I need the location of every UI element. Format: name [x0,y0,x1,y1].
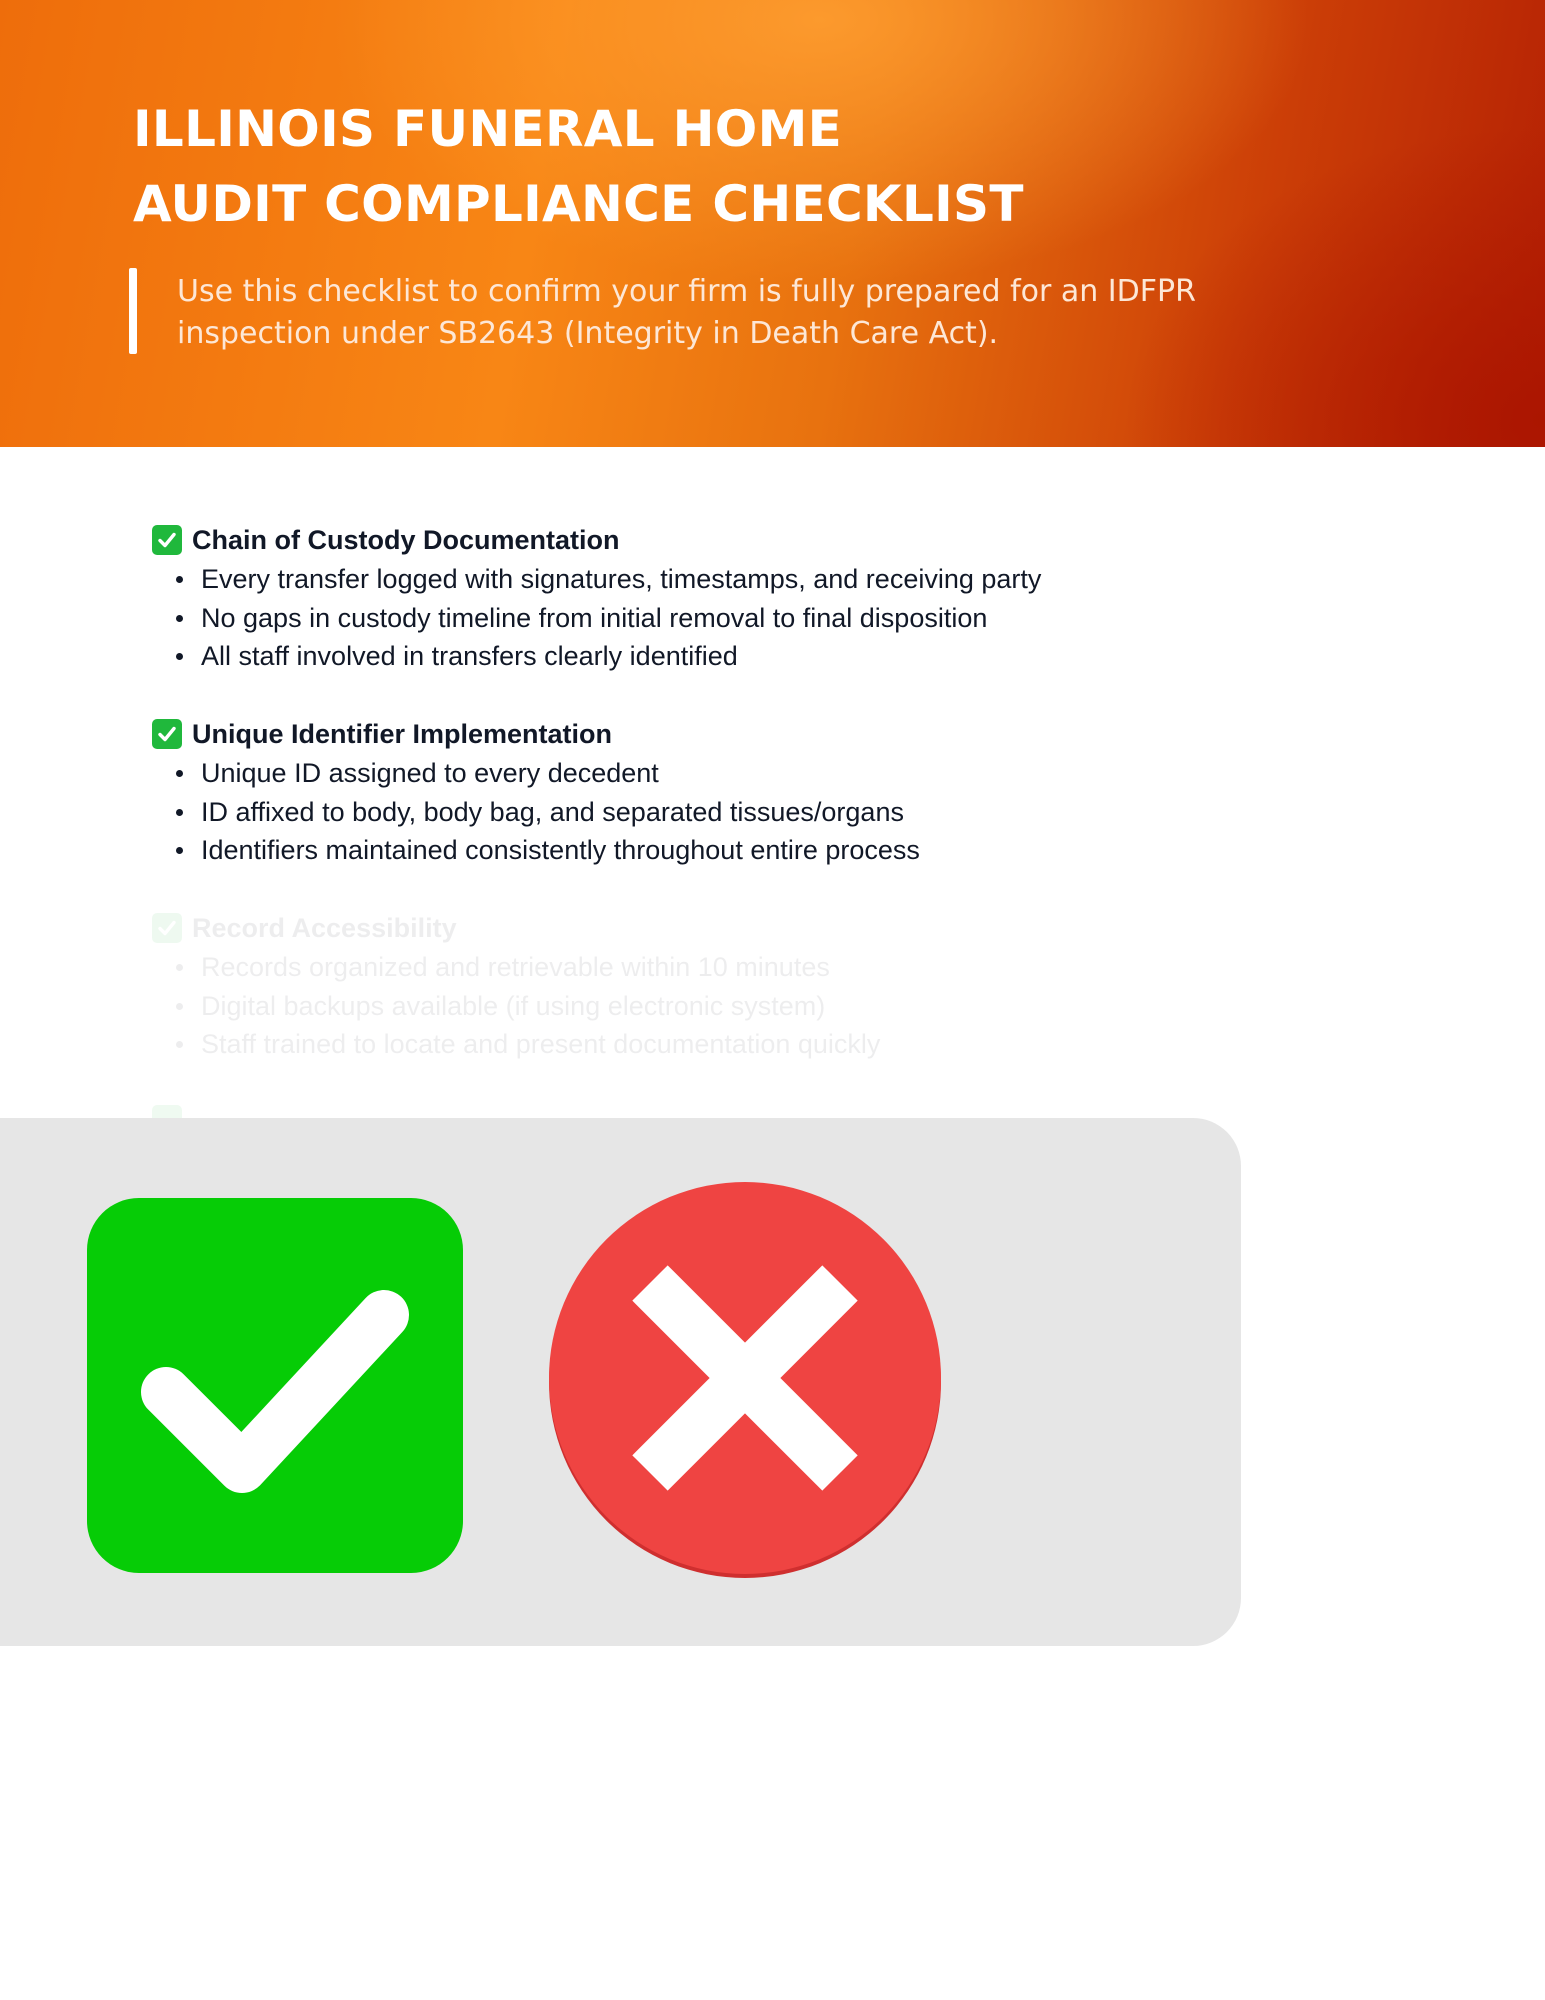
list-item: Every transfer logged with signatures, timestamps, and receiving party [152,560,1202,599]
subtitle-accent-bar [129,268,137,354]
checklist-section-unique-identifier [152,714,1202,870]
bullet-list [152,560,1202,676]
check-mark-icon [152,525,182,555]
section-heading [152,520,1202,560]
bullet-list [152,948,1202,1064]
page-title [133,92,1024,242]
list-item: Unique ID assigned to every decedent [152,754,1202,793]
list-item: ID affixed to body, body bag, and separated tissues/organs [152,793,1202,832]
bullet-list [152,754,1202,870]
title-line-1: ILLINOIS FUNERAL HOME [133,100,843,158]
reject-button[interactable] [549,1182,941,1574]
list-item: Digital backups available (if using electronic system) [152,987,1202,1026]
check-icon [87,1198,463,1573]
subtitle-line-1: Use this checklist to confirm your firm is fully prepared for an IDFPR [177,274,1196,309]
checklist-section-chain-of-custody [152,520,1202,676]
checklist-section-record-accessibility [152,908,1202,1064]
list-item: No gaps in custody timeline from initial removal to final disposition [152,599,1202,638]
page-subtitle [177,271,1377,355]
subtitle-line-2: inspection under SB2643 (Integrity in Death Care Act). [177,316,999,351]
section-title: Chain of Custody Documentation [192,524,620,555]
section-heading [152,714,1202,754]
title-line-2: AUDIT COMPLIANCE CHECKLIST [133,175,1024,233]
list-item: Records organized and retrievable within 10 minutes [152,948,1202,987]
header-banner [0,0,1545,447]
check-mark-icon [152,719,182,749]
section-heading [152,908,1202,948]
section-title: Record Accessibility [192,912,457,943]
list-item: Identifiers maintained consistently throughout entire process [152,831,1202,870]
approve-button[interactable] [87,1198,463,1573]
list-item: All staff involved in transfers clearly identified [152,637,1202,676]
x-icon [549,1182,941,1574]
check-mark-icon [152,913,182,943]
list-item: Staff trained to locate and present documentation quickly [152,1025,1202,1064]
decision-panel [0,1118,1241,1646]
section-title: Unique Identifier Implementation [192,718,613,749]
